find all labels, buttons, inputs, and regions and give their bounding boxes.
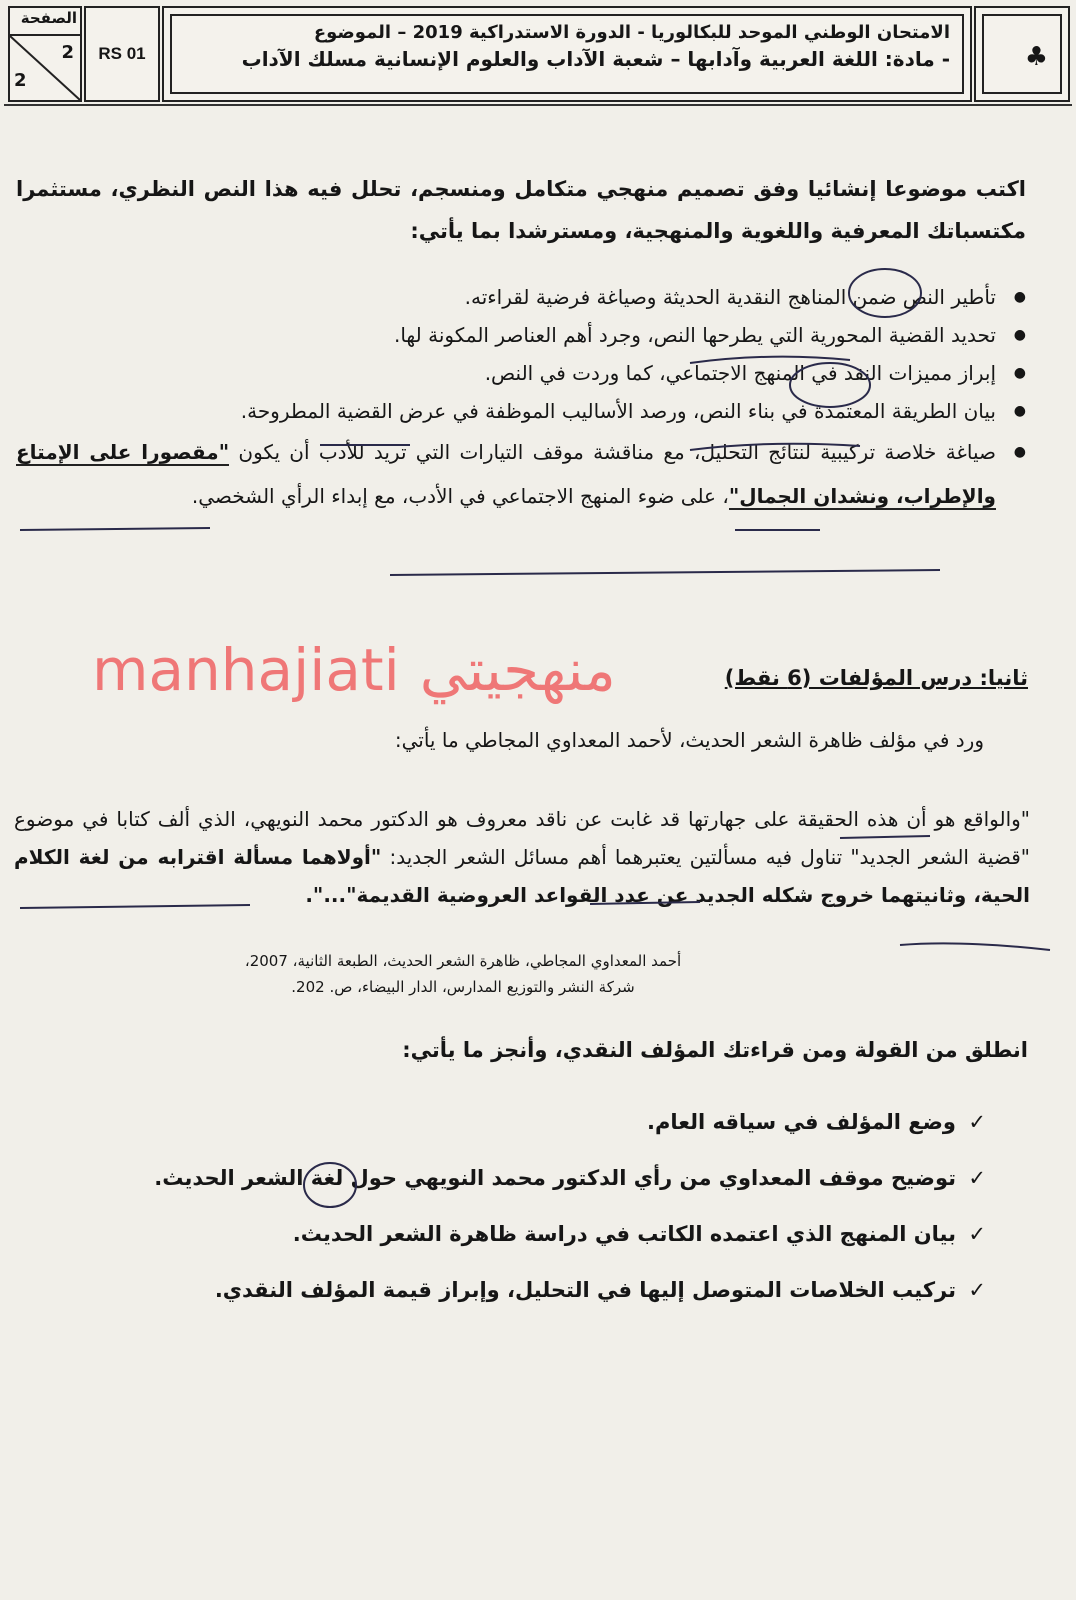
citation-line: شركة النشر والتوزيع المدارس، الدار البيضاء، ص. 202.	[291, 978, 635, 996]
quote-bold-text: "أولاهما مسألة اقترابه من لغة الكلام الحية، وثانيتهما خروج شكله الجديد عن عدد القواعد العروضية القديمة"...".	[14, 845, 1030, 907]
exam-code: RS 01	[84, 6, 160, 102]
task-item	[130, 1206, 986, 1262]
task-text: توضيح موقف المعداوي من رأي الدكتور محمد النويهي حول لغة الشعر الحديث.	[154, 1166, 956, 1190]
tasks-instructions: انطلق من القولة ومن قراءتك المؤلف النقدي، وأنجز ما يأتي:	[402, 1038, 1028, 1062]
logo-box	[974, 6, 1070, 102]
citation	[220, 948, 706, 1000]
task-text: تركيب الخلاصات المتوصل إليها في التحليل، وإبراز قيمة المؤلف النقدي.	[214, 1278, 956, 1302]
check-icon: ✓	[968, 1222, 986, 1246]
essay-instructions: اكتب موضوعا إنشائيا وفق تصميم منهجي متكامل ومنسجم، تحلل فيه هذا النص النظري، مستثمرا مكتسباتك المعرفية واللغوية والمنهجية، ومسترشدا بما يأتي:	[16, 177, 1026, 243]
list-item: ● تأطير النص ضمن المناهج النقدية الحديثة وصياغة فرضية لقراءته.	[16, 278, 1026, 316]
task-text: وضع المؤلف في سياقه العام.	[647, 1110, 956, 1134]
check-icon: ✓	[968, 1110, 986, 1134]
watermark	[92, 636, 616, 704]
citation-line: أحمد المعداوي المجاطي، ظاهرة الشعر الحديث، الطبعة الثانية، 2007،	[244, 952, 682, 970]
quoted-passage	[14, 800, 1030, 914]
header-divider	[4, 104, 1072, 106]
list-item: ● تحديد القضية المحورية التي يطرحها النص، وجرد أهم العناصر المكونة لها.	[16, 316, 1026, 354]
quote-intro: ورد في مؤلف ظاهرة الشعر الحديث، لأحمد المعداوي المجاطي ما يأتي:	[394, 728, 984, 752]
exam-title-line1: الامتحان الوطني الموحد للبكالوريا - الدورة الاستدراكية 2019 – الموضوع	[313, 22, 950, 43]
page-label: الصفحة	[20, 9, 77, 27]
exam-title-box	[162, 6, 972, 102]
check-icon: ✓	[968, 1166, 986, 1190]
task-text: بيان المنهج الذي اعتمده الكاتب في دراسة ظاهرة الشعر الحديث.	[292, 1222, 956, 1246]
page-total: 2	[14, 70, 27, 91]
tasks-list	[130, 1094, 986, 1318]
check-icon: ✓	[968, 1278, 986, 1302]
watermark-latin: manhajiati	[92, 636, 400, 704]
exam-title-line2: - مادة: اللغة العربية وآدابها – شعبة الآداب والعلوم الإنسانية مسلك الآداب	[241, 47, 950, 71]
guidelines-list	[16, 278, 1026, 518]
page-number-box	[8, 6, 82, 102]
page-current: 2	[61, 42, 74, 63]
watermark-arabic: منهجيتي	[419, 636, 616, 704]
club-icon: ♣	[1024, 42, 1048, 72]
list-item-text: ، على ضوء المنهج الاجتماعي في الأدب، مع إبداء الرأي الشخصي.	[191, 484, 729, 508]
list-item: ● بيان الطريقة المعتمدة في بناء النص، ورصد الأساليب الموظفة في عرض القضية المطروحة.	[16, 392, 1026, 430]
task-item	[130, 1094, 986, 1150]
quoted-phrase: "مقصورا على الإمتاع والإطراب، ونشدان الجمال"	[16, 440, 996, 508]
list-item-text: صياغة خلاصة تركيبية لنتائج التحليل، مع مناقشة موقف التيارات التي تريد للأدب أن يكون	[238, 440, 996, 464]
section-heading: ثانيا: درس المؤلفات (6 نقط)	[724, 666, 1028, 690]
list-item: ● إبراز مميزات النقد في المنهج الاجتماعي، كما وردت في النص.	[16, 354, 1026, 392]
quote-text: "والواقع هو أن هذه الحقيقة على جهارتها قد غابت عن ناقد معروف هو الدكتور محمد النويهي، الذي ألف كتابا في موضوع "قضية الشعر الجديد" تناول فيه مسألتين يعتبرهما أهم مسائل الشعر الجديد:	[14, 807, 1031, 869]
list-item	[16, 430, 1026, 518]
task-item	[130, 1262, 986, 1318]
task-item	[130, 1150, 986, 1206]
